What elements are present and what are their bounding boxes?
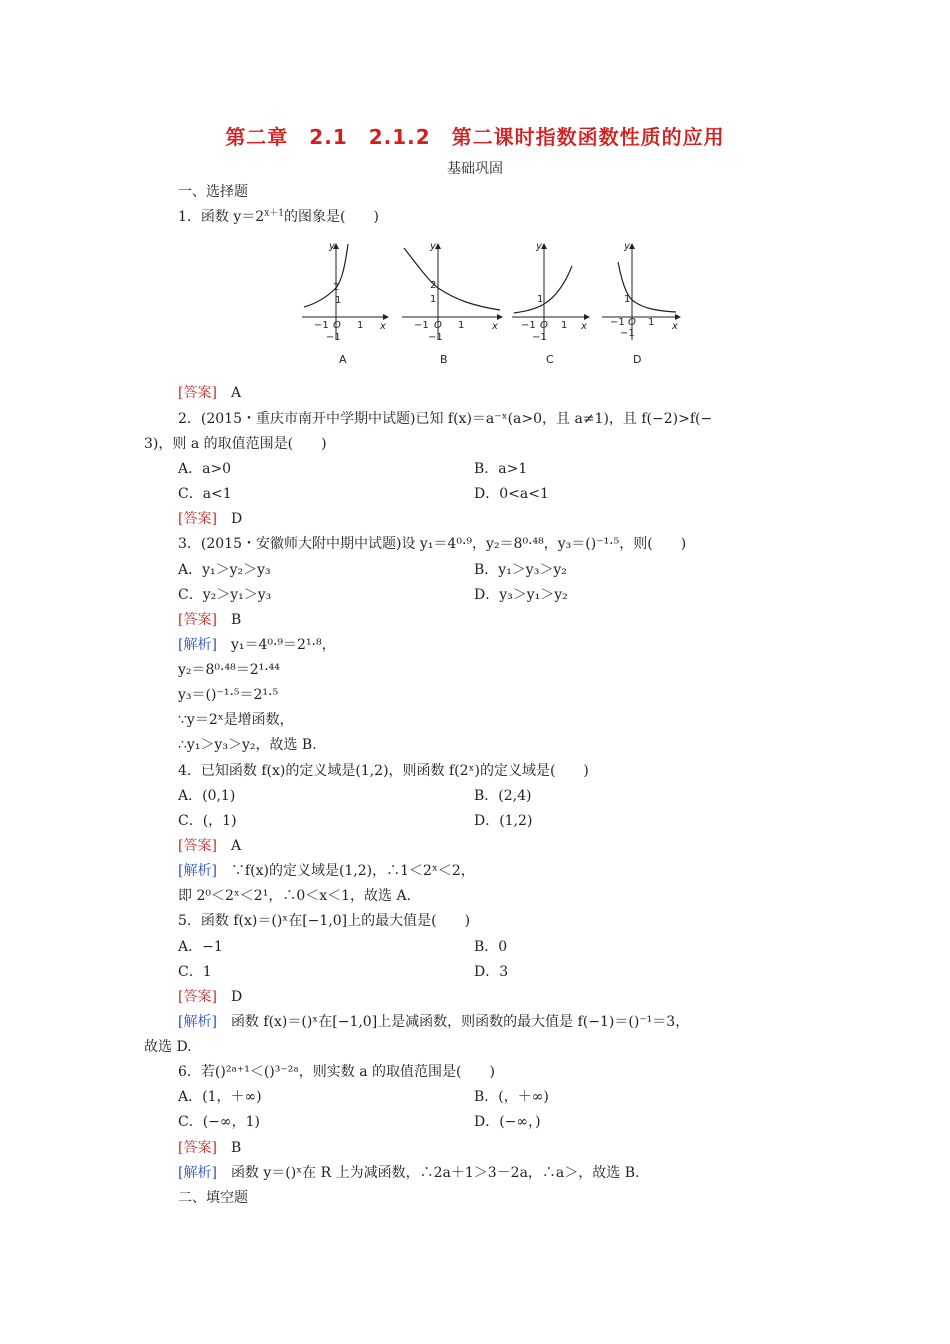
question-2-option-a: A．a>0 xyxy=(178,461,232,477)
answer-value: D xyxy=(230,989,243,1005)
question-5-option-b: B．0 xyxy=(474,939,508,955)
question-1-graphs xyxy=(296,236,696,371)
graph-c-tick-x1: 1 xyxy=(561,320,568,331)
question-3-explain-2: y₂＝8⁰·⁴⁸＝2¹·⁴⁴ xyxy=(178,662,280,678)
question-4-stem: 4．已知函数 f(x)的定义域是(1,2)，则函数 f(2ˣ)的定义域是( ) xyxy=(178,763,589,779)
graph-b-tick-yneg1: −1 xyxy=(428,332,443,343)
answer-tag: [答案] xyxy=(178,511,217,527)
question-4-option-b: B．(2,4) xyxy=(474,788,532,804)
question-3-option-c: C．y₂＞y₁＞y₃ xyxy=(178,587,272,603)
question-6-answer xyxy=(178,1138,241,1158)
page-title: 第二章 2.1 2.1.2 第二课时指数函数性质的应用 xyxy=(225,125,725,149)
question-5-stem: 5．函数 f(x)＝()ˣ在[−1,0]上的最大值是( ) xyxy=(178,913,471,929)
graph-b-y-label: y xyxy=(430,241,436,252)
answer-tag: [答案] xyxy=(178,838,217,854)
graph-d-x-label: x xyxy=(672,321,678,332)
graph-d-y-label: y xyxy=(624,241,630,252)
question-5-explain-2: 故选 D. xyxy=(144,1039,192,1055)
graph-b xyxy=(402,241,502,343)
question-6-option-a: A．(1，＋∞) xyxy=(178,1089,262,1105)
graph-a-caption: A xyxy=(339,353,347,366)
graph-c-tick-neg1: −1 xyxy=(521,320,536,331)
question-3-stem: 3．(2015・安徽师大附中期中试题)设 y₁＝4⁰·⁹，y₂＝8⁰·⁴⁸，y₃＝()⁻¹·⁵，则( ) xyxy=(178,536,687,552)
graph-a-x-label: x xyxy=(380,321,386,332)
explain-tag: [解析] xyxy=(178,1014,217,1030)
question-2-option-d: D．0<a<1 xyxy=(474,486,549,502)
explain-tag: [解析] xyxy=(178,1165,217,1181)
graph-c-tick-yneg1: −1 xyxy=(532,332,547,343)
question-2-answer xyxy=(178,509,242,529)
graph-a-tick-neg1: −1 xyxy=(314,320,329,331)
graph-d-origin: O xyxy=(628,317,636,328)
question-4-explain-2: 即 2⁰＜2ˣ＜2¹，∴0＜x＜1，故选 A. xyxy=(178,888,412,904)
question-6-explain xyxy=(178,1163,639,1183)
question-6-option-c: C．(−∞，1) xyxy=(178,1114,260,1130)
question-2-option-b: B．a>1 xyxy=(474,461,528,477)
question-5-option-a: A．−1 xyxy=(178,939,223,955)
graph-a-tick-1: 1 xyxy=(335,295,342,306)
answer-tag: [答案] xyxy=(178,612,217,628)
graph-a-tick-2: 2 xyxy=(333,282,340,293)
answer-value: A xyxy=(230,838,242,854)
question-5-option-d: D．3 xyxy=(474,964,509,980)
question-4-option-d: D．(1,2) xyxy=(474,813,533,829)
question-2-line2: 3)，则 a 的取值范围是( ) xyxy=(144,436,327,452)
question-4-option-c: C．(，1) xyxy=(178,813,237,829)
explain-text: 函数 f(x)＝()ˣ在[−1,0]上是减函数，则函数的最大值是 f(−1)＝()⁻¹＝3， xyxy=(230,1014,690,1030)
graph-c xyxy=(512,241,589,343)
page-subtitle: 基础巩固 xyxy=(447,161,503,177)
question-1-answer xyxy=(178,383,241,403)
answer-tag: [答案] xyxy=(178,385,217,401)
question-3-option-a: A．y₁＞y₂＞y₃ xyxy=(178,562,271,578)
question-1 xyxy=(178,207,379,227)
explain-tag: [解析] xyxy=(178,863,217,879)
graph-c-y-label: y xyxy=(536,241,542,252)
answer-tag: [答案] xyxy=(178,1140,217,1156)
question-4-option-a: A．(0,1) xyxy=(178,788,236,804)
question-6-option-b: B．(，＋∞) xyxy=(474,1089,549,1105)
graph-b-x-label: x xyxy=(492,321,498,332)
section-heading-fill: 二、填空题 xyxy=(178,1190,248,1206)
explain-text: ∵f(x)的定义域是(1,2)，∴1＜2ˣ＜2， xyxy=(230,863,475,879)
explain-text: 函数 y＝()ˣ在 R 上为减函数，∴2a＋1＞3－2a，∴a＞，故选 B. xyxy=(230,1165,640,1181)
graph-a-tick-yneg1: −1 xyxy=(326,332,341,343)
graph-c-tick-1: 1 xyxy=(537,294,544,305)
question-1-tail: 的图象是( ) xyxy=(284,209,379,225)
graph-c-origin: O xyxy=(540,320,548,331)
question-3-explain-5: ∴y₁＞y₃＞y₂，故选 B. xyxy=(178,737,317,753)
graph-a-origin: O xyxy=(333,320,341,331)
graph-d-tick-yneg1: −1 xyxy=(620,328,635,339)
answer-value: A xyxy=(230,385,242,401)
question-5-explain-1 xyxy=(178,1012,689,1032)
question-4-explain-1 xyxy=(178,861,475,881)
question-3-explain-4: ∵y＝2ˣ是增函数， xyxy=(178,712,294,728)
answer-tag: [答案] xyxy=(178,989,217,1005)
graph-b-caption: B xyxy=(440,353,448,366)
question-4-answer xyxy=(178,836,241,856)
answer-value: D xyxy=(230,511,243,527)
question-2-line1: 2．(2015・重庆市南开中学期中试题)已知 f(x)＝a⁻ˣ(a>0，且 a≠1)，且 f(−2)>f(− xyxy=(178,411,713,427)
answer-value: B xyxy=(230,612,242,628)
question-5-option-c: C．1 xyxy=(178,964,212,980)
graph-figure xyxy=(296,236,696,351)
graph-d-caption: D xyxy=(633,353,642,366)
graph-d xyxy=(602,241,680,340)
question-5-answer xyxy=(178,987,242,1007)
question-3-explain-1 xyxy=(178,635,336,655)
graph-d-tick-neg1: −1 xyxy=(610,317,625,328)
graph-c-caption: C xyxy=(546,353,554,366)
question-3-explain-3: y₃＝()⁻¹·⁵＝2¹·⁵ xyxy=(178,687,279,703)
question-3-option-b: B．y₁＞y₃＞y₂ xyxy=(474,562,567,578)
graph-b-origin: O xyxy=(434,320,442,331)
question-3-answer xyxy=(178,610,241,630)
explain-tag: [解析] xyxy=(178,637,217,653)
graph-a xyxy=(302,241,388,343)
graph-b-tick-1: 1 xyxy=(430,294,437,305)
question-6-stem: 6．若()²ᵃ⁺¹＜()³⁻²ᵃ，则实数 a 的取值范围是( ) xyxy=(178,1064,495,1080)
graph-c-x-label: x xyxy=(581,321,587,332)
graph-b-tick-x1: 1 xyxy=(458,320,465,331)
question-1-exponent: x＋1 xyxy=(264,208,284,219)
graph-b-tick-2: 2 xyxy=(430,280,437,291)
section-heading-choice: 一、选择题 xyxy=(178,184,248,200)
answer-value: B xyxy=(230,1140,242,1156)
question-1-stem: 1．函数 y＝2 xyxy=(178,209,265,225)
graph-d-tick-x1: 1 xyxy=(648,317,655,328)
graph-a-y-label: y xyxy=(329,241,335,252)
question-6-option-d: D．(−∞，) xyxy=(474,1114,541,1130)
graph-d-tick-1: 1 xyxy=(624,294,631,305)
graph-a-tick-x1: 1 xyxy=(357,320,364,331)
question-3-option-d: D．y₃＞y₁＞y₂ xyxy=(474,587,568,603)
question-2-option-c: C．a<1 xyxy=(178,486,232,502)
graph-b-tick-neg1: −1 xyxy=(414,320,429,331)
explain-text: y₁＝4⁰·⁹＝2¹·⁸， xyxy=(230,637,336,653)
